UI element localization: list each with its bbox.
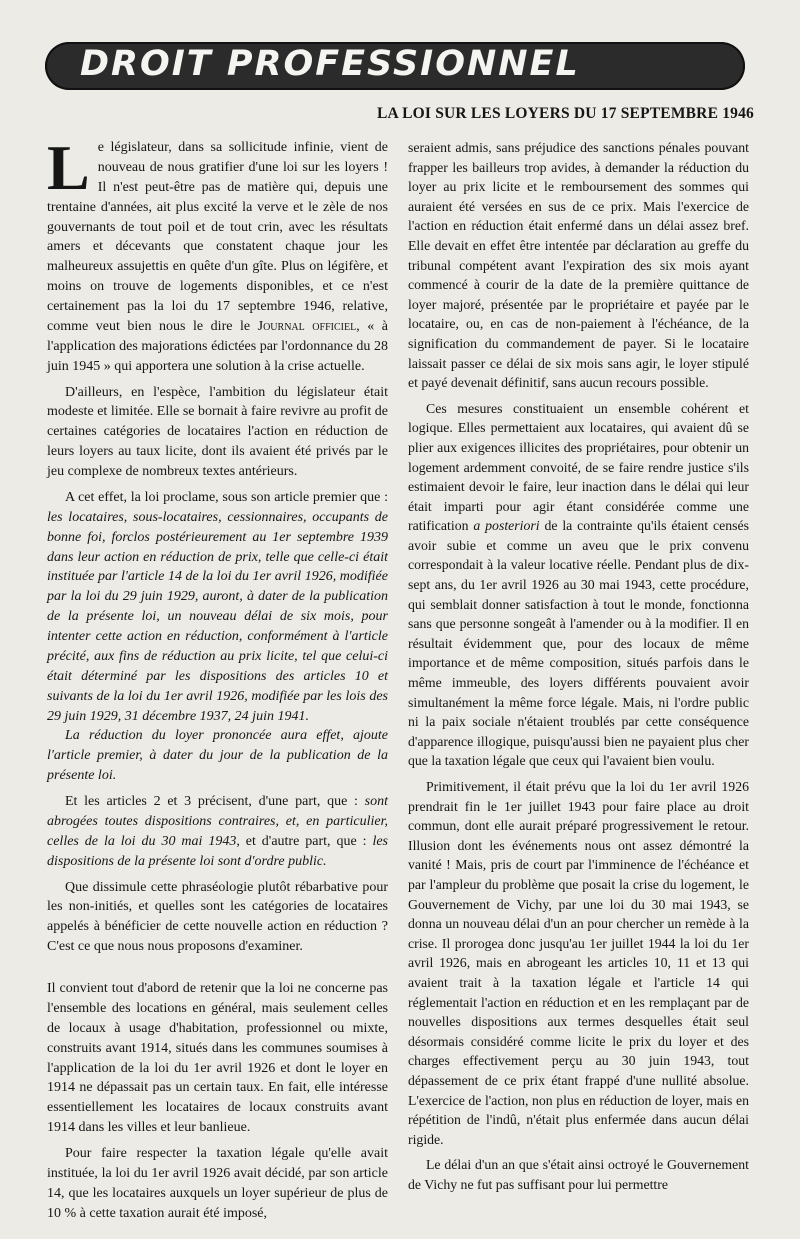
paragraph (47, 792, 388, 872)
drop-cap: L (47, 132, 90, 203)
paragraph (47, 726, 388, 786)
law-quote: les dispositions de la présente loi sont d'ordre public. (47, 833, 388, 869)
paragraph-text: de la contrainte qu'ils étaient censés avoir subie et comme un aveu que le prix convenu correspondait à la valeur locative réelle. Pendant plus de dix-sept ans, du 1er avril 1926 au 30 mai 1943, cette procédure, qui semblait donner satisfaction à tout le monde, fonctionna sans que personne songeât à l'amender ou à la modifier. Il en résultait évidemment que, pour des locaux de même importance et de même composition, situés parfois dans le même immeuble, des loyers différents pouvaient avoir simultanément la même force légale. Mais, ni l'ordre public ni la paix sociale n'étaient troublés par cette conséquence d'apparence illogique, puisqu'aussi bien ne payaient plus cher que la taxation légale que ceux qui l'avaient bien voulu. (408, 518, 749, 769)
law-quote: les locataires, sous-locataires, cessionnaires, occupants de bonne foi, forclos postérieurement au 1er septembre 1939 dans leur action en réduction de prix, telle que celle-ci était instituée par l'article 14 de la loi du 1er avril 1926, modifiée par la loi du 29 juin 1929, auront, à dater de la publication de la présente loi, un nouveau délai de six mois, pour intenter cette action en réduction, conformément à l'article précité, aux fins de réduction au prix licite, tel que celui-ci était déterminé par les dispositions des articles 10 et suivants de la loi du 1er avril 1926, modifiée par les lois des 29 juin 1929, 31 décembre 1937, 24 juin 1941. (47, 509, 388, 724)
right-column (408, 138, 749, 1194)
section-title: DROIT PROFESSIONNEL (80, 44, 580, 84)
article-title: LA LOI SUR LES LOYERS DU 17 SEPTEMBRE 1946 (376, 105, 754, 122)
journal-officiel: Journal officiel (257, 318, 357, 334)
paragraph-text: e législateur, dans sa sollicitude infinie, vient de nouveau de nous gratifier d'une loi sur les loyers ! Il n'est peut-être pas de matière qui, depuis une trentaine d'années, ait plus excité la verve et le zèle de nos gouvernants de tout poil et de tout crin, avec les résultats amers et décevants que constatent chaque jour les malheureux assujettis en quête d'un gîte. Plus on légifère, et moins on trouve de logements disponibles, et ce n'est certainement pas la loi du 17 septembre 1946, relative, comme veut bien nous le dire le (47, 140, 388, 334)
left-column (47, 132, 389, 1224)
paragraph: seraient admis, sans préjudice des sanctions pénales pouvant frapper les bailleurs trop avides, à demander la réduction du loyer au prix licite et le remboursement des sommes qui auraient été versées en sus de ce prix. Mais l'exercice de l'action en réduction était enfermé dans un délai assez bref. Elle devait en effet être intentée par déclaration au greffe du tribunal compétent avant l'expiration des six mois ayant commencé à courir de la date de la première quittance de loyer majoré, présentée par le propriétaire et payée par le locataire, ou, en cas de non-paiement à l'échéance, de la signification du commandement de payer. Si le locataire laissait passer ce délai de six mois sans agir, le loyer stipulé et payé devenait définitif, sans aucun recours possible. (408, 140, 749, 391)
paragraph-text: , et d'autre part, que : (236, 833, 373, 849)
emphasis: a posteriori (473, 518, 540, 534)
paragraph: Il convient tout d'abord de retenir que la loi ne concerne pas l'ensemble des locations en général, mais seulement celles de locaux à usage d'habitation, professionnel ou mixte, construits avant 1914, situés dans les communes soumises à l'application de la loi du 1er avril 1926 et dont le loyer en 1914 ne dépassait pas un certain taux. En fait, elle intéresse essentiellement les locataires de locaux construits avant 1914 dans les villes et leur banlieue. (47, 981, 388, 1136)
paragraph: Le délai d'un an que s'était ainsi octroyé le Gouvernement de Vichy ne fut pas suffisant pour lui permettre (408, 1157, 749, 1192)
paragraph (47, 132, 389, 377)
paragraph-text: Ces mesures constituaient un ensemble cohérent et logique. Elles permettaient aux locataires, qui avaient dû se plier aux exigences illicites des propriétaires, pour obtenir un logement ardemment convoité, de se faire rendre justice s'ils estimaient devoir le faire, leur inaction dans le délai qui leur était imparti pour agir étant considérée comme une ratification (408, 400, 749, 534)
paragraph-text: A cet effet, la loi proclame, sous son article premier que : (65, 489, 388, 505)
paragraph: Primitivement, il était prévu que la loi du 1er avril 1926 prendrait fin le 1er juillet 1943 pour faire place au droit commun, dont elle aurait préparé progressivement le retour. Illusion dont les événements nous ont assez démontré la vanité ! Mais, pris de court par l'imminence de l'échéance et par l'ampleur du problème que posait la crise du logement, le Gouvernement de Vichy, par une loi du 30 mai 1943, se donna un nouveau délai d'un an pour chercher un remède à la crise. Il prorogea donc jusqu'au 1er juillet 1944 la loi du 1er avril 1926, mais en abrogeant les articles 10, 11 et 13 qui avaient trait à la taxation légale et l'article 14 qui réglementait l'action en réduction et en les remplaçant par de nouvelles dispositions aux termes desquelles était seul désormais considéré comme licite le prix du loyer et des charges effectivement perçu au 30 juin 1943, tout dépassement de ce prix étant frappé d'une nullité absolue. L'exercice de l'action, non plus en réduction de loyer, mais en répétition de l'indû, n'était plus enfermée dans aucun délai rigide. (408, 779, 749, 1147)
law-quote: sont abrogées toutes dispositions contraires, et, en particulier, celles de la loi du 30 mai 1943 (47, 794, 388, 849)
paragraph (408, 399, 749, 771)
paragraph (47, 488, 388, 727)
law-quote: La réduction du loyer prononcée aura effet, ajoute l'article premier, à dater du jour de la publication de la présente loi. (47, 728, 388, 784)
paragraph: Pour faire respecter la taxation légale qu'elle avait instituée, la loi du 1er avril 1926 avait décidé, par son article 14, que les locataires auxquels un loyer supérieur de plus de 10 % à cette taxation aurait été imposé, (47, 1146, 388, 1221)
paragraph-text: Et les articles 2 et 3 précisent, d'une part, que : (65, 794, 365, 809)
paragraph-text: , « à l'application des majorations édictées par l'ordonnance du 28 juin 1945 » qui apportera une solution à la crise actuelle. (47, 318, 389, 374)
paragraph: D'ailleurs, en l'espèce, l'ambition du législateur était modeste et limitée. Elle se bornait à faire revivre au profit de certaines catégories de locataires l'action en réduction de leurs loyers au taux licite, dont ils avaient été privés par le jeu complexe de nombreux textes antérieurs. (47, 384, 388, 479)
paragraph: Que dissimule cette phraséologie plutôt rébarbative pour les non-initiés, et quelles sont les catégories de locataires appelés à bénéficier de cette nouvelle action en réduction ? C'est ce que nous nous proposons d'examiner. (47, 879, 388, 955)
